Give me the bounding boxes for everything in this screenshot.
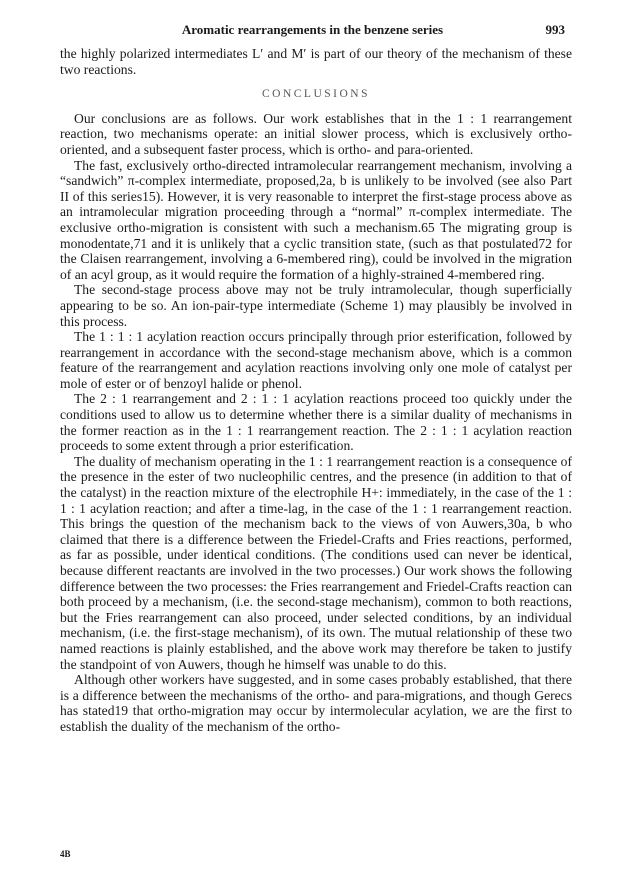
article-body <box>60 46 572 735</box>
paragraph: The second-stage process above may not be truly intramolecular, though superficially appearing to be so. An ion-pair-type intermediate (Scheme 1) may plausibly be involved in this process. <box>60 282 572 329</box>
running-header <box>60 22 565 42</box>
running-title: Aromatic rearrangements in the benzene series <box>181 22 444 37</box>
paragraph: The 2 : 1 rearrangement and 2 : 1 : 1 acylation reactions proceed too quickly under the conditions used to allow us to determine whether there is a similar duality of mechanisms in the former reaction as in the 1 : 1 rearrangement reaction. The 2 : 1 : 1 acylation reaction proceeds to some extent through a prior esterification. <box>60 391 572 454</box>
section-heading: CONCLUSIONS <box>261 88 370 101</box>
paragraph: Our conclusions are as follows. Our work establishes that in the 1 : 1 rearrangement reaction, two mechanisms operate: an initial slower process, which is exclusively ortho-oriented, and a subsequent faster process, which is ortho- and para-oriented. <box>60 110 572 157</box>
paragraph-continuation: the highly polarized intermediates L′ and M′ is part of our theory of the mechanism of these two reactions. <box>60 46 572 77</box>
paragraph: The duality of mechanism operating in the 1 : 1 rearrangement reaction is a consequence of the presence in the ester of two nucleophilic centres, and the presence (in addition to that of the catalyst) in the reaction mixture of the electrophile H+: immediately, in the case of the 1 : 1 : 1 acylation reaction; and after a time-lag, in the case of the 1 : 1 rearrangement reaction. This brings the question of the mechanism back to the views of von Auwers,30a, b who claimed that there is a difference between the Friedel-Crafts and Fries reactions, performed, as far as possible, under identical conditions. (The conditions used can never be identical, because different reactants are involved in the two processes.) Our work shows the following difference between the two processes: the Fries rearrangement and Friedel-Crafts reaction can both proceed by a mechanism, (i.e. the second-stage mechanism), common to both reactions, but the Fries rearrangement can also proceed, under selected conditions, by an individual mechanism, (i.e. the first-stage mechanism), of its own. The mutual relationship of these two named reactions is plainly established, and the above work may therefore be taken to justify the standpoint of von Auwers, though he himself was unable to do this. <box>60 453 572 672</box>
paragraph: The fast, exclusively ortho-directed intramolecular rearrangement mechanism, involving a “sandwich” π-complex intermediate, proposed,2a, b is unlikely to be involved (see also Part II of this series15). However, it is very reasonable to interpret the first-stage process above as an intramolecular migration proceeding through a “normal” π-complex intermediate. The exclusive ortho-migration is consistent with such a mechanism.65 The migrating group is monodentate,71 and it is unlikely that a cyclic transition state, (such as that postulated72 for the Claisen rearrangement, involving a 6-membered ring), could be involved in the migration of an acyl group, as it would require the formation of a highly-strained 4-membered ring. <box>60 157 572 282</box>
page-number: 993 <box>545 22 565 37</box>
paragraph: Although other workers have suggested, and in some cases probably established, that there is a difference between the mechanisms of the ortho- and para-migrations, and though Gerecs has stated19 that ortho-migration may occur by intermolecular acylation, we are the first to establish the duality of the mechanism of the ortho- <box>60 672 572 734</box>
footer-signature-mark: 4B <box>60 849 71 859</box>
paragraph: The 1 : 1 : 1 acylation reaction occurs principally through prior esterification, followed by rearrangement in accordance with the second-stage mechanism above, which is a common feature of the rearrangement and acylation reactions involving only one mole of catalyst per mole of ester or of benzoyl halide or phenol. <box>60 329 572 391</box>
